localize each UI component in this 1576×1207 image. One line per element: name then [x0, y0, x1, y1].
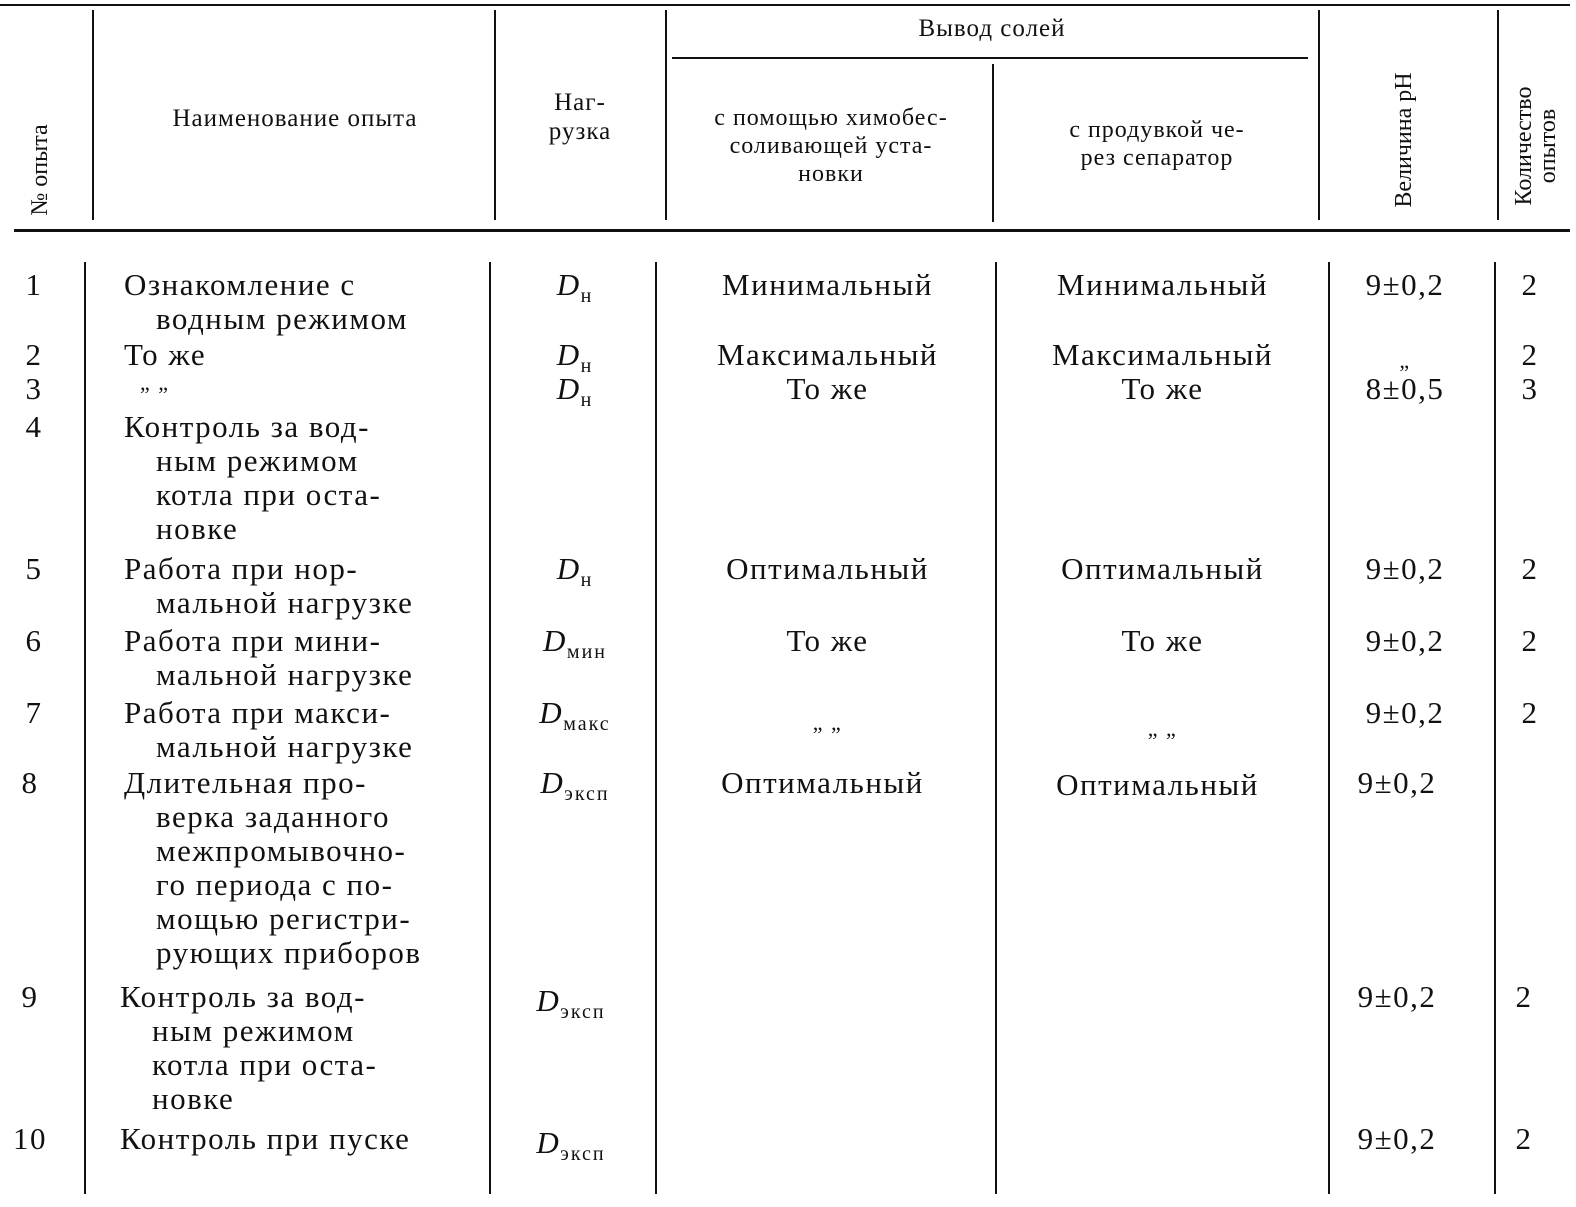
- row-1-ph: 9±0,2: [1365, 267, 1445, 302]
- header-separator-1: [92, 10, 94, 220]
- header-num: № опыта: [27, 124, 53, 216]
- row-2-name: То же: [124, 337, 207, 372]
- row-1-blow: Минимальный: [1057, 267, 1268, 302]
- row-10-count: 2: [1515, 1121, 1533, 1156]
- row-8-load: $D_{эксп}$: [540, 765, 610, 806]
- body-separator-4: [995, 262, 997, 1194]
- row-2-chem: Максимальный: [716, 337, 938, 372]
- row-9-name: Контроль за вод- ным режимом котла при оста- новке: [120, 979, 378, 1116]
- row-5-load: $D_н$: [556, 551, 594, 592]
- salts-subheader-rule: [672, 57, 1308, 59]
- row-10-num: 10: [13, 1121, 47, 1156]
- row-4-name: Контроль за вод- ным режимом котла при оста- новке: [124, 409, 382, 546]
- row-9-count: 2: [1515, 979, 1533, 1014]
- row-5-name: Работа при нор- мальной нагрузке: [124, 551, 414, 620]
- row-3-name: „ „: [140, 370, 170, 395]
- row-9-load: $D_{эксп}$: [536, 983, 606, 1024]
- header-ph: Величина pH: [1391, 72, 1417, 208]
- row-10-name: Контроль при пуске: [120, 1121, 411, 1156]
- row-3-count: 3: [1521, 371, 1539, 406]
- header-name: Наименование опыта: [172, 105, 418, 132]
- row-3-load: $D_н$: [556, 371, 594, 412]
- row-6-blow: То же: [1121, 623, 1204, 658]
- row-1-load: $D_н$: [556, 267, 594, 308]
- row-3-num: 3: [25, 371, 43, 406]
- row-3-chem: То же: [786, 371, 869, 406]
- row-9-ph: 9±0,2: [1357, 979, 1437, 1014]
- row-7-count: 2: [1521, 695, 1539, 730]
- header-salts: Вывод солей: [918, 15, 1066, 42]
- row-2-num: 2: [25, 337, 43, 372]
- row-2-blow: Максимальный: [1051, 337, 1273, 372]
- body-separator-6: [1494, 262, 1496, 1194]
- row-7-chem: „ „: [812, 710, 843, 735]
- row-2-ph: „: [1399, 348, 1411, 373]
- row-3-blow: То же: [1121, 371, 1204, 406]
- header-count: Количество опытов: [1511, 86, 1561, 206]
- header-separator-4: [992, 64, 994, 222]
- header-separator-2: [494, 10, 496, 220]
- row-1-num: 1: [25, 267, 43, 302]
- row-6-ph: 9±0,2: [1365, 623, 1445, 658]
- header-load: Наг- рузка: [548, 89, 612, 145]
- table-top-rule: [0, 4, 1570, 6]
- row-10-ph: 9±0,2: [1357, 1121, 1437, 1156]
- row-6-name: Работа при мини- мальной нагрузке: [124, 623, 414, 692]
- row-1-count: 2: [1521, 267, 1539, 302]
- row-5-ph: 9±0,2: [1365, 551, 1445, 586]
- row-8-num: 8: [21, 765, 39, 800]
- row-2-load: $D_н$: [556, 337, 594, 378]
- row-6-load: $D_{мин}$: [543, 623, 607, 664]
- header-separator-3: [665, 10, 667, 220]
- header-separator-5: [1318, 10, 1320, 220]
- header-blow: с продувкой че- рез сепаратор: [1069, 117, 1245, 171]
- row-8-blow: Оптимальный: [1056, 767, 1259, 802]
- body-separator-2: [489, 262, 491, 1194]
- row-8-name: Длительная про- верка заданного межпромывочно- го периода с по- мощью регистри- рующих приборов: [124, 765, 422, 970]
- row-5-chem: Оптимальный: [726, 551, 929, 586]
- row-4-num: 4: [25, 409, 43, 444]
- row-8-ph: 9±0,2: [1357, 765, 1437, 800]
- body-separator-1: [84, 262, 86, 1194]
- row-6-chem: То же: [786, 623, 869, 658]
- row-5-num: 5: [25, 551, 43, 586]
- row-6-num: 6: [25, 623, 43, 658]
- row-8-chem: Оптимальный: [721, 765, 924, 800]
- row-2-count: 2: [1521, 337, 1539, 372]
- row-7-name: Работа при макси- мальной нагрузке: [124, 695, 414, 764]
- row-9-num: 9: [21, 979, 39, 1014]
- row-5-count: 2: [1521, 551, 1539, 586]
- row-7-load: $D_{макс}$: [539, 695, 611, 736]
- row-7-ph: 9±0,2: [1365, 695, 1445, 730]
- row-6-count: 2: [1521, 623, 1539, 658]
- header-separator-6: [1497, 10, 1499, 220]
- row-10-load: $D_{эксп}$: [536, 1125, 606, 1166]
- row-1-chem: Минимальный: [722, 267, 933, 302]
- row-1-name: Ознакомление с водным режимом: [124, 267, 409, 336]
- row-7-blow: „ „: [1147, 716, 1178, 741]
- header-bottom-rule: [14, 229, 1570, 232]
- row-3-ph: 8±0,5: [1365, 371, 1445, 406]
- header-chem: с помощью химобес- соливающей уста- новки: [714, 105, 948, 187]
- row-5-blow: Оптимальный: [1061, 551, 1264, 586]
- body-separator-3: [655, 262, 657, 1194]
- row-7-num: 7: [25, 695, 43, 730]
